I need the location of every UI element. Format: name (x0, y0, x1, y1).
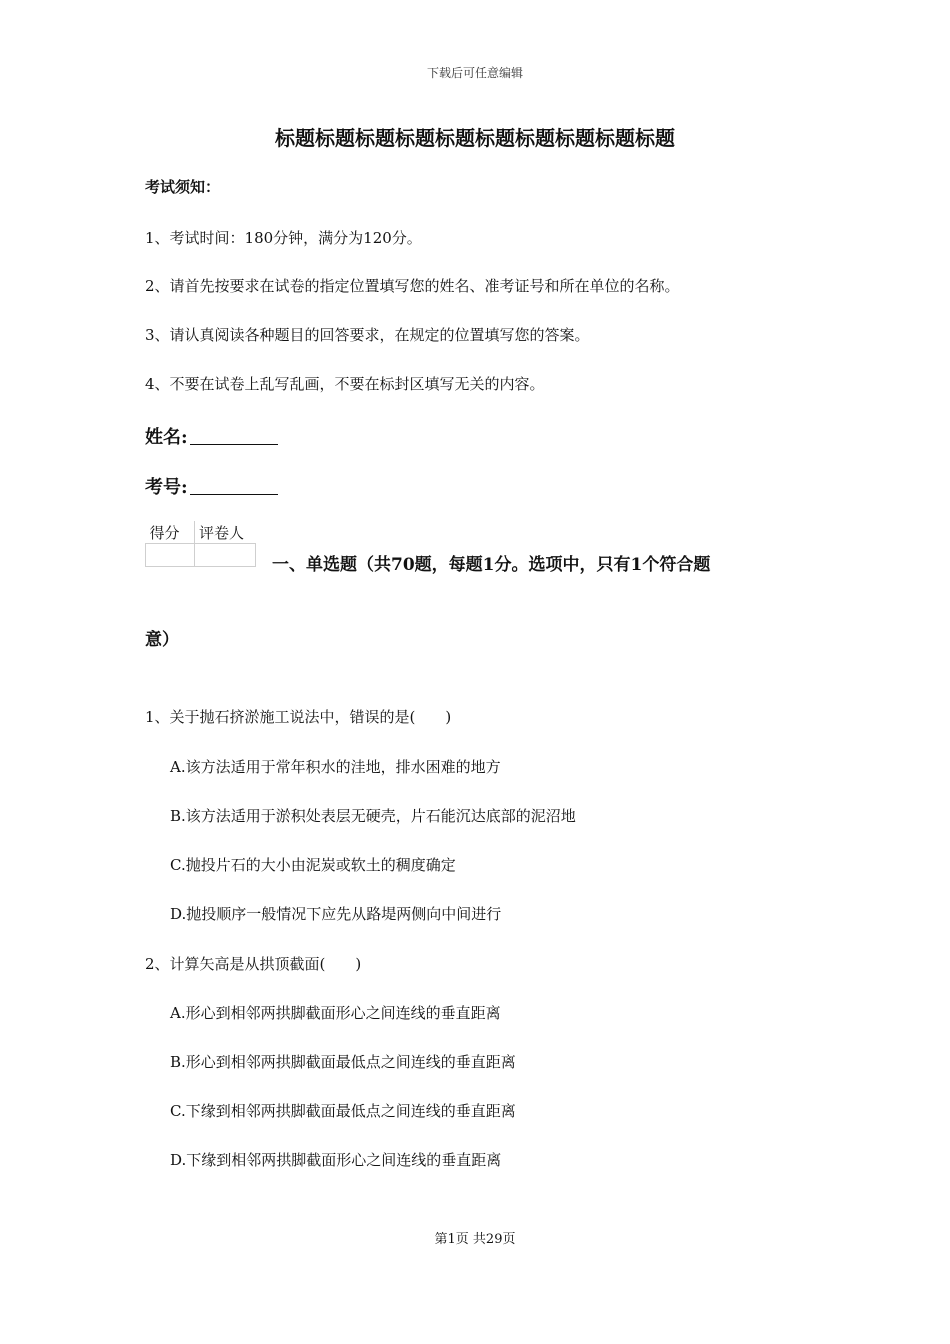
id-field (145, 473, 278, 499)
id-label: 考号: (145, 477, 188, 498)
question-option: A.形心到相邻两拱脚截面形心之间连线的垂直距离 (170, 1004, 501, 1022)
score-table-entry-row (146, 544, 256, 567)
notice-rule: 1、考试时间：180分钟，满分为120分。 (145, 229, 422, 247)
question-option: A.该方法适用于常年积水的洼地，排水困难的地方 (170, 758, 501, 776)
question-option: C.抛投片石的大小由泥炭或软土的稠度确定 (170, 856, 456, 874)
question-option: D.下缘到相邻两拱脚截面形心之间连线的垂直距离 (170, 1151, 502, 1169)
id-blank[interactable] (190, 476, 278, 495)
question-stem: 2、计算矢高是从拱顶截面( ) (145, 955, 362, 973)
name-label: 姓名: (145, 427, 188, 448)
section-title: 一、单选题（共70题，每题1分。选项中，只有1个符合题 (272, 555, 711, 575)
notice-heading: 考试须知： (145, 178, 221, 196)
question-stem: 1、关于抛石挤淤施工说法中，错误的是( ) (145, 708, 452, 726)
score-header: 得分 (146, 521, 195, 544)
score-table-header-row (146, 521, 256, 544)
notice-rule: 3、请认真阅读各种题目的回答要求，在规定的位置填写您的答案。 (145, 326, 590, 344)
question-option: B.该方法适用于淤积处表层无硬壳，片石能沉达底部的泥沼地 (170, 807, 576, 825)
page-footer: 第1页 共29页 (434, 1232, 516, 1247)
score-cell[interactable] (146, 544, 195, 567)
section-title-continued: 意） (145, 630, 179, 650)
grader-cell[interactable] (195, 544, 256, 567)
page-title: 标题标题标题标题标题标题标题标题标题标题 (275, 126, 675, 150)
header-note: 下载后可任意编辑 (426, 66, 523, 80)
score-table (145, 521, 256, 567)
notice-rule: 4、不要在试卷上乱写乱画，不要在标封区填写无关的内容。 (145, 375, 545, 393)
name-blank[interactable] (190, 426, 278, 445)
name-field (145, 423, 278, 449)
question-option: C.下缘到相邻两拱脚截面最低点之间连线的垂直距离 (170, 1102, 516, 1120)
notice-rule: 2、请首先按要求在试卷的指定位置填写您的姓名、准考证号和所在单位的名称。 (145, 277, 680, 295)
grader-header: 评卷人 (195, 521, 256, 544)
question-option: D.抛投顺序一般情况下应先从路堤两侧向中间进行 (170, 905, 502, 923)
question-option: B.形心到相邻两拱脚截面最低点之间连线的垂直距离 (170, 1053, 516, 1071)
